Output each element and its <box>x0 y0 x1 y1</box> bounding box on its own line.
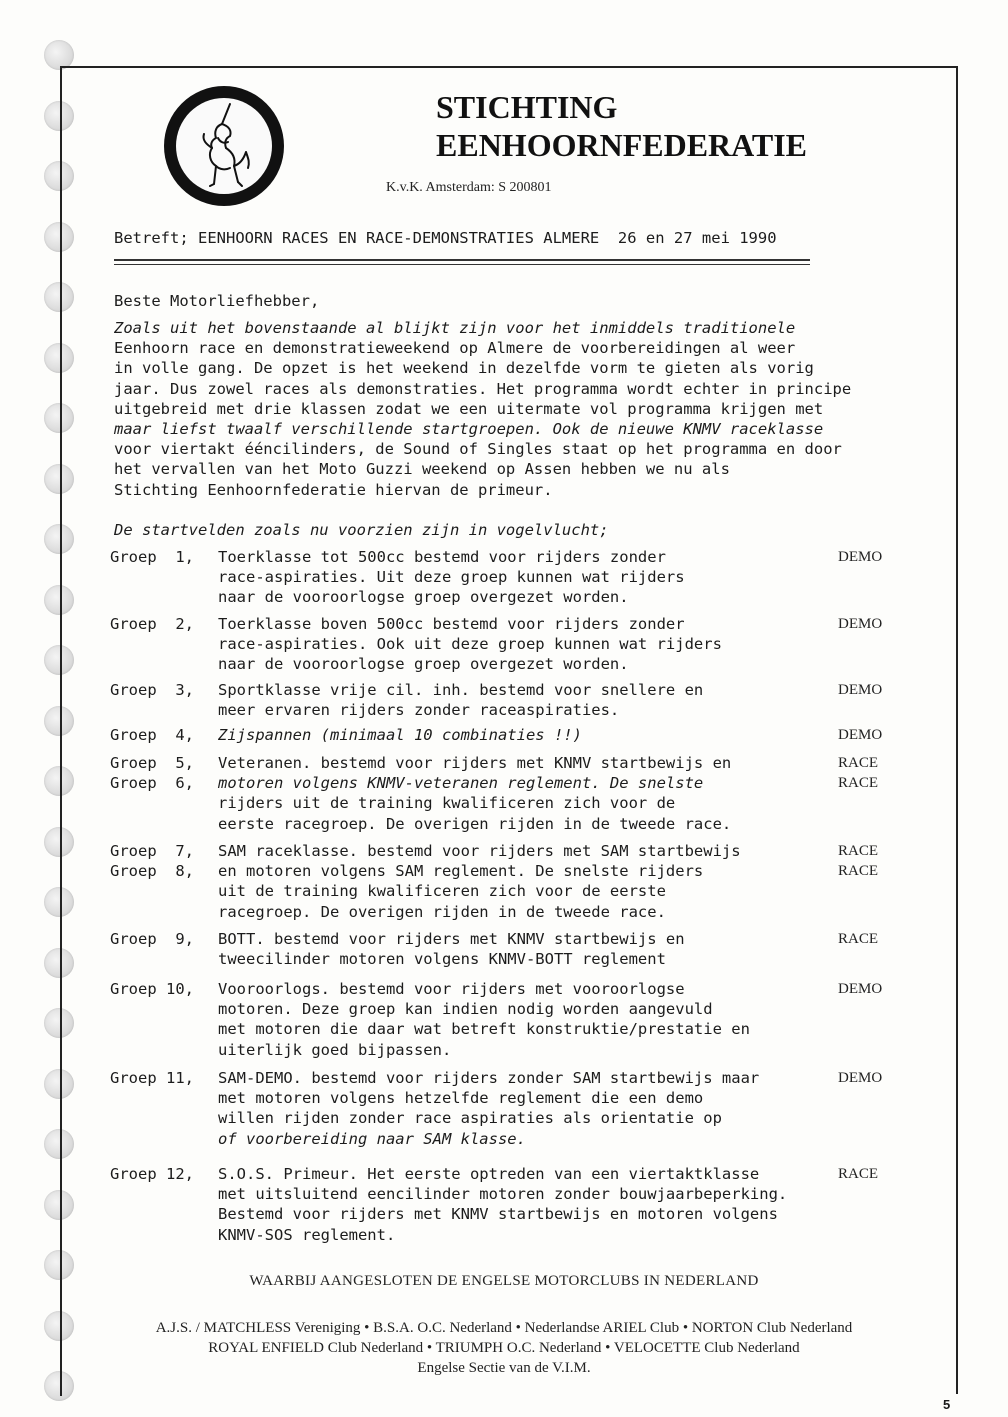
binding-hole <box>44 766 74 796</box>
footer-clubs-line-3: Engelse Sectie van de V.I.M. <box>417 1360 591 1376</box>
group-description-line: Zijspannen (minimaal 10 combinaties !!) <box>218 726 582 744</box>
frame-right <box>956 66 958 1394</box>
group-description-line: met motoren die daar wat betreft konstruktie/prestatie en <box>218 1020 750 1039</box>
binding-hole <box>44 282 74 312</box>
group-description-line: tweecilinder motoren volgens KNMV-BOTT reglement <box>218 950 666 969</box>
page-number: 5 <box>943 1397 951 1412</box>
group-type-badge: RACE <box>838 843 879 859</box>
binding-hole <box>44 1008 74 1038</box>
title-line-1: STICHTING <box>436 89 618 125</box>
group-label: Groep 8, <box>110 862 194 880</box>
group-description-line: Veteranen. bestemd voor rijders met KNMV startbewijs en <box>218 754 732 772</box>
group-type-badge: RACE <box>838 931 879 947</box>
groups-intro: De startvelden zoals nu voorzien zijn in vogelvlucht; <box>114 521 609 539</box>
group-type-badge: DEMO <box>838 682 883 698</box>
binding-hole <box>44 101 74 131</box>
group-type-badge: RACE <box>838 755 879 771</box>
group-label: Groep 2, <box>110 615 194 633</box>
intro-line: maar liefst twaalf verschillende startgroepen. Ook de nieuwe KNMV raceklasse <box>114 420 824 438</box>
group-description-line: naar de vooroorlogse groep overgezet worden. <box>218 588 629 607</box>
group-description-line: Toerklasse boven 500cc bestemd voor rijders zonder <box>218 615 685 633</box>
binding-hole <box>44 948 74 978</box>
group-description-line: race-aspiraties. Uit deze groep kunnen wat rijders <box>218 568 685 587</box>
group-description-line: S.O.S. Primeur. Het eerste optreden van een viertaktklasse <box>218 1165 760 1183</box>
binding-hole <box>44 827 74 857</box>
group-type-badge: DEMO <box>838 727 883 743</box>
page-title <box>436 88 807 164</box>
unicorn-logo <box>160 82 288 210</box>
intro-line: Stichting Eenhoornfederatie hiervan de primeur. <box>114 480 553 499</box>
group-description-line: motoren volgens KNMV-veteranen reglement. De snelste <box>218 774 704 793</box>
binding-hole <box>44 343 74 373</box>
intro-line: uitgebreid met drie klassen zodat we een uitermate vol programma krijgen met <box>114 399 824 418</box>
group-description-line: naar de vooroorlogse groep overgezet worden. <box>218 655 629 674</box>
group-description-line: uiterlijk goed bijpassen. <box>218 1040 452 1059</box>
binding-holes <box>44 40 84 1400</box>
intro-line: voor viertakt ééncilinders, de Sound of Singles staat op het programma en door <box>114 440 842 459</box>
binding-hole <box>44 1190 74 1220</box>
group-description-line: met motoren volgens hetzelfde reglement die een demo <box>218 1089 704 1108</box>
footer-clubs-line-2: ROYAL ENFIELD Club Nederland • TRIUMPH O.C. Nederland • VELOCETTE Club Nederland <box>208 1340 800 1356</box>
group-type-badge: RACE <box>838 863 879 879</box>
frame-left <box>60 66 62 1396</box>
group-type-badge: RACE <box>838 1166 879 1182</box>
salutation: Beste Motorliefhebber, <box>114 292 320 310</box>
group-description-line: of voorbereiding naar SAM klasse. <box>218 1129 526 1148</box>
intro-line: in volle gang. De opzet is het weekend in dezelfde vorm te gieten als vorig <box>114 359 814 378</box>
group-label: Groep 12, <box>110 1165 194 1183</box>
group-label: Groep 10, <box>110 980 194 998</box>
subject-line: Betreft; EENHOORN RACES EN RACE-DEMONSTRATIES ALMERE 26 en 27 mei 1990 <box>114 229 777 247</box>
binding-hole <box>44 403 74 433</box>
group-description-line: KNMV-SOS reglement. <box>218 1225 396 1244</box>
group-type-badge: DEMO <box>838 1070 883 1086</box>
group-label: Groep 5, <box>110 754 194 772</box>
binding-hole <box>44 706 74 736</box>
group-description-line: willen rijden zonder race aspiraties als orientatie op <box>218 1109 722 1128</box>
group-description-line: race-aspiraties. Ook uit deze groep kunnen wat rijders <box>218 635 722 654</box>
group-label: Groep 7, <box>110 842 194 860</box>
group-description-line: Sportklasse vrije cil. inh. bestemd voor snellere en <box>218 681 704 699</box>
binding-hole <box>44 1069 74 1099</box>
group-label: Groep 3, <box>110 681 194 699</box>
group-label: Groep 6, <box>110 774 194 792</box>
group-description-line: BOTT. bestemd voor rijders met KNMV startbewijs en <box>218 930 685 948</box>
group-type-badge: DEMO <box>838 549 883 565</box>
binding-hole <box>44 524 74 554</box>
group-description-line: SAM-DEMO. bestemd voor rijders zonder SAM startbewijs maar <box>218 1069 760 1087</box>
group-type-badge: DEMO <box>838 981 883 997</box>
binding-hole <box>44 1129 74 1159</box>
group-label: Groep 4, <box>110 726 194 744</box>
divider-rule <box>114 259 810 261</box>
frame-top <box>60 66 958 68</box>
group-type-badge: DEMO <box>838 616 883 632</box>
intro-line: jaar. Dus zowel races als demonstraties. Het programma wordt echter in principe <box>114 379 852 398</box>
group-description-line: Bestemd voor rijders met KNMV startbewijs en motoren volgens <box>218 1205 778 1224</box>
group-description-line: en motoren volgens SAM reglement. De snelste rijders <box>218 862 704 881</box>
group-description-line: Toerklasse tot 500cc bestemd voor rijders zonder <box>218 548 666 566</box>
group-description-line: eerste racegroep. De overigen rijden in de tweede race. <box>218 814 732 833</box>
binding-hole <box>44 645 74 675</box>
divider-rule-thin <box>114 264 810 265</box>
group-description-line: Vooroorlogs. bestemd voor rijders met vooroorlogse <box>218 980 685 998</box>
group-description-line: rijders uit de training kwalificeren zich voor de <box>218 794 676 813</box>
group-description-line: racegroep. De overigen rijden in de tweede race. <box>218 902 666 921</box>
group-description-line: SAM raceklasse. bestemd voor rijders met SAM startbewijs <box>218 842 741 860</box>
binding-hole <box>44 464 74 494</box>
group-label: Groep 11, <box>110 1069 194 1087</box>
group-description-line: meer ervaren rijders zonder raceaspiraties. <box>218 701 620 720</box>
binding-hole <box>44 222 74 252</box>
footer-clubs-line-1: A.J.S. / MATCHLESS Vereniging • B.S.A. O.C. Nederland • Nederlandse ARIEL Club • NORTON Club Nederland <box>155 1320 853 1336</box>
intro-line: het vervallen van het Moto Guzzi weekend op Assen hebben we nu als <box>114 460 730 479</box>
group-description-line: motoren. Deze groep kan indien nodig worden aangevuld <box>218 1000 713 1019</box>
group-type-badge: RACE <box>838 775 879 791</box>
binding-hole <box>44 887 74 917</box>
intro-line: Eenhoorn race en demonstratieweekend op Almere de voorbereidingen al weer <box>114 339 796 358</box>
group-label: Groep 1, <box>110 548 194 566</box>
binding-hole <box>44 585 74 615</box>
group-description-line: met uitsluitend eencilinder motoren zonder bouwjaarbeperking. <box>218 1185 788 1204</box>
intro-line: Zoals uit het bovenstaande al blijkt zijn voor het inmiddels traditionele <box>114 319 796 337</box>
binding-hole <box>44 161 74 191</box>
footer-title: WAARBIJ AANGESLOTEN DE ENGELSE MOTORCLUBS IN NEDERLAND <box>249 1273 759 1289</box>
kvk-number: K.v.K. Amsterdam: S 200801 <box>386 180 552 195</box>
group-label: Groep 9, <box>110 930 194 948</box>
group-description-line: uit de training kwalificeren zich voor de eerste <box>218 882 666 901</box>
title-line-2: EENHOORNFEDERATIE <box>436 127 808 163</box>
